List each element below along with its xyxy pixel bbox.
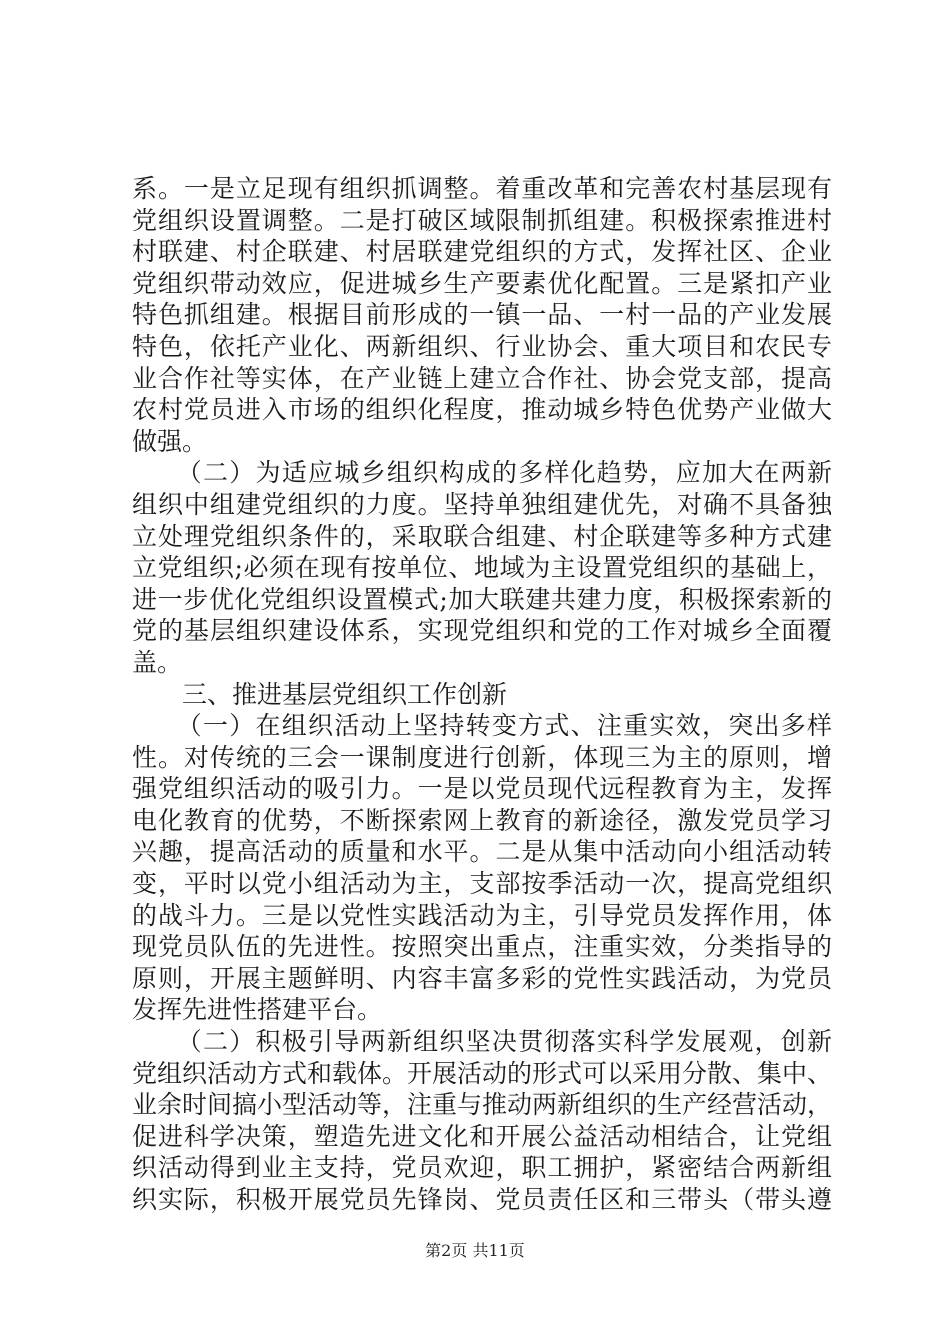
paragraph-first-line: （二）积极引导两新组织坚决贯彻落实科学发展观，创新 — [163, 1027, 832, 1057]
page-number-footer: 第2页 共11页 — [425, 1241, 525, 1260]
text-line: 现党员队伍的先进性。按照突出重点，注重实效，分类指导的 — [132, 932, 832, 962]
text-line: 进一步优化党组织设置模式;加大联建共建力度，积极探索新的 — [132, 584, 832, 614]
text-line: 发挥先进性搭建平台。 — [132, 995, 383, 1025]
text-line: 的战斗力。三是以党性实践活动为主，引导党员发挥作用，体 — [132, 900, 832, 930]
paragraph-first-line: （一）在组织活动上坚持转变方式、注重实效，突出多样 — [163, 711, 832, 741]
text-line: 盖。 — [132, 647, 183, 677]
text-line: 促进科学决策，塑造先进文化和开展公益活动相结合，让党组 — [132, 1121, 832, 1151]
text-line: 党组织活动方式和载体。开展活动的形式可以采用分散、集中、 — [132, 1058, 832, 1088]
text-line: 电化教育的优势，不断探索网上教育的新途径，激发党员学习 — [132, 805, 832, 835]
text-line: 业合作社等实体，在产业链上建立合作社、协会党支部，提高 — [132, 363, 832, 393]
text-line: 强党组织活动的吸引力。一是以党员现代远程教育为主，发挥 — [132, 774, 832, 804]
text-line: 系。一是立足现有组织抓调整。着重改革和完善农村基层现有 — [132, 174, 832, 203]
text-line: 织活动得到业主支持，党员欢迎，职工拥护，紧密结合两新组 — [132, 1153, 832, 1183]
text-line: 做强。 — [132, 426, 208, 456]
text-line: 特色抓组建。根据目前形成的一镇一品、一村一品的产业发展 — [132, 300, 832, 330]
text-line: 立处理党组织条件的，采取联合组建、村企联建等多种方式建 — [132, 521, 832, 551]
text-line: 农村党员进入市场的组织化程度，推动城乡特色优势产业做大 — [132, 395, 832, 425]
text-line: 原则，开展主题鲜明、内容丰富多彩的党性实践活动，为党员 — [132, 963, 832, 993]
paragraph-first-line: （二）为适应城乡组织构成的多样化趋势，应加大在两新 — [163, 458, 832, 488]
text-line: 变，平时以党小组活动为主，支部按季活动一次，提高党组织 — [132, 869, 832, 899]
text-line: 特色，依托产业化、两新组织、行业协会、重大项目和农民专 — [132, 331, 832, 361]
text-line: 党组织带动效应，促进城乡生产要素优化配置。三是紧扣产业 — [132, 268, 832, 298]
text-line: 兴趣，提高活动的质量和水平。二是从集中活动向小组活动转 — [132, 837, 832, 867]
text-line: 组织中组建党组织的力度。坚持单独组建优先，对确不具备独 — [132, 489, 832, 519]
text-line: 业余时间搞小型活动等，注重与推动两新组织的生产经营活动， — [132, 1090, 832, 1120]
section-heading: 三、推进基层党组织工作创新 — [182, 679, 508, 709]
text-line: 村联建、村企联建、村居联建党组织的方式，发挥社区、企业 — [132, 237, 832, 267]
text-line: 立党组织;必须在现有按单位、地域为主设置党组织的基础上， — [132, 553, 832, 583]
text-line: 织实际，积极开展党员先锋岗、党员责任区和三带头（带头遵 — [132, 1185, 832, 1214]
text-line: 党组织设置调整。二是打破区域限制抓组建。积极探索推进村 — [132, 205, 832, 235]
document-body — [132, 173, 832, 1216]
text-line: 党的基层组织建设体系，实现党组织和党的工作对城乡全面覆 — [132, 616, 832, 646]
text-line: 性。对传统的三会一课制度进行创新，体现三为主的原则，增 — [132, 742, 832, 772]
